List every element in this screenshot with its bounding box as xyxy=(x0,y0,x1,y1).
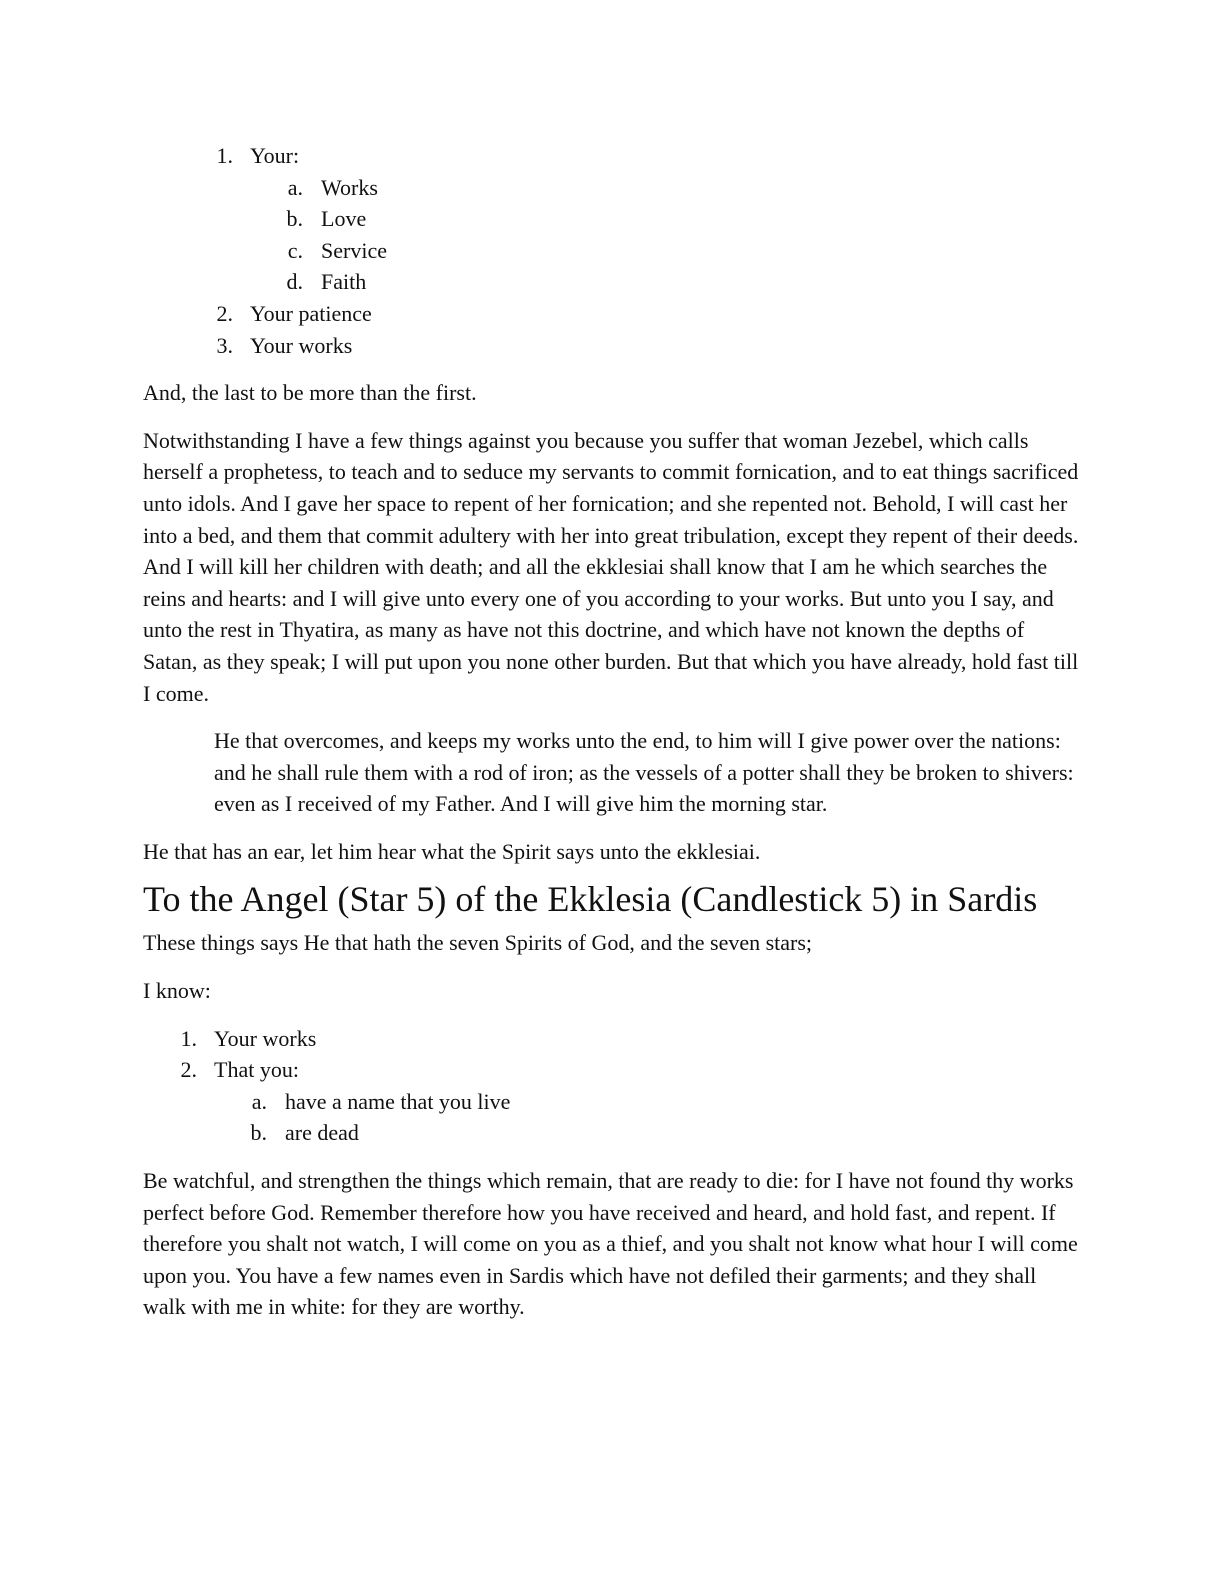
list-item-text: Your works xyxy=(250,332,353,358)
list-marker: c. xyxy=(287,237,303,263)
paragraph-be-watchful: Be watchful, and strengthen the things which remain, that are ready to die: for I have not found thy works perfect before God. Remember therefore how you have received and heard, and hold fast, and repent. If therefore you shalt not watch, I will come on you as a thief, and you shalt not know what hour I will come upon you. You have a few names even in Sardis which have not defiled their garments; and they shall walk with me in white: for they are worthy. xyxy=(143,1168,1078,1320)
list-marker: d. xyxy=(286,269,303,295)
section-heading-sardis: To the Angel (Star 5) of the Ekklesia (Candlestick 5) in Sardis xyxy=(143,879,1038,920)
list-marker: a. xyxy=(287,174,303,200)
ordered-list-i-know xyxy=(143,1023,1083,1149)
list-item xyxy=(143,1023,1083,1055)
list-item-text: That you: xyxy=(214,1057,299,1083)
list-marker: a. xyxy=(251,1088,267,1114)
list-item-text: Your patience xyxy=(250,300,372,326)
paragraph-ear: He that has an ear, let him hear what the Spirit says unto the ekklesiai. xyxy=(143,838,761,864)
list-marker: 3. xyxy=(216,332,233,358)
paragraph-seven-spirits: These things says He that hath the seven Spirits of God, and the seven stars; xyxy=(143,930,813,956)
document-page xyxy=(143,140,1083,1323)
list-item xyxy=(143,298,1083,330)
sub-list-item xyxy=(143,266,1083,298)
sub-list-item xyxy=(143,1117,1083,1149)
list-item xyxy=(143,330,1083,362)
sub-list-item xyxy=(143,235,1083,267)
sub-list-item xyxy=(143,1086,1083,1118)
list-item-text: have a name that you live xyxy=(285,1088,511,1114)
list-item-text: are dead xyxy=(285,1120,359,1146)
paragraph-jezebel: Notwithstanding I have a few things against you because you suffer that woman Jezebel, which calls herself a prophetess, to teach and to seduce my servants to commit fornication, and to eat things sacrificed unto idols. And I gave her space to repent of her fornication; and she repented not. Behold, I will cast her into a bed, and them that commit adultery with her into great tribulation, except they repent of their deeds. And I will kill her children with death; and all the ekklesiai shall know that I am he which searches the reins and hearts: and I will give unto every one of you according to your works. But unto you I say, and unto the rest in Thyatira, as many as have not this doctrine, and which have not known the depths of Satan, as they speak; I will put upon you none other burden. But that which you have already, hold fast till I come. xyxy=(143,427,1079,706)
sub-list-item xyxy=(143,172,1083,204)
list-item-text: Service xyxy=(321,237,387,263)
paragraph-i-know: I know: xyxy=(143,978,211,1004)
sub-list-item xyxy=(143,203,1083,235)
list-marker: 2. xyxy=(216,300,233,326)
ordered-list-your xyxy=(143,140,1083,361)
list-item xyxy=(143,1054,1083,1086)
list-marker: b. xyxy=(286,206,303,232)
list-item-text: Works xyxy=(321,174,378,200)
list-item-text: Love xyxy=(321,206,367,232)
list-marker: b. xyxy=(250,1120,267,1146)
block-quote-overcomes: He that overcomes, and keeps my works unto the end, to him will I give power over the nations: and he shall rule them with a rod of iron; as the vessels of a potter shall they be broken to shivers: even as I received of my Father. And I will give him the morning star. xyxy=(214,728,1074,817)
list-item-text: Your: xyxy=(250,143,300,168)
list-marker: 1. xyxy=(180,1025,197,1051)
list-marker: 1. xyxy=(216,143,233,168)
list-item xyxy=(143,140,1083,172)
list-item-text: Your works xyxy=(214,1025,317,1051)
paragraph-last-first: And, the last to be more than the first. xyxy=(143,380,477,406)
list-marker: 2. xyxy=(180,1057,197,1083)
list-item-text: Faith xyxy=(321,269,367,295)
